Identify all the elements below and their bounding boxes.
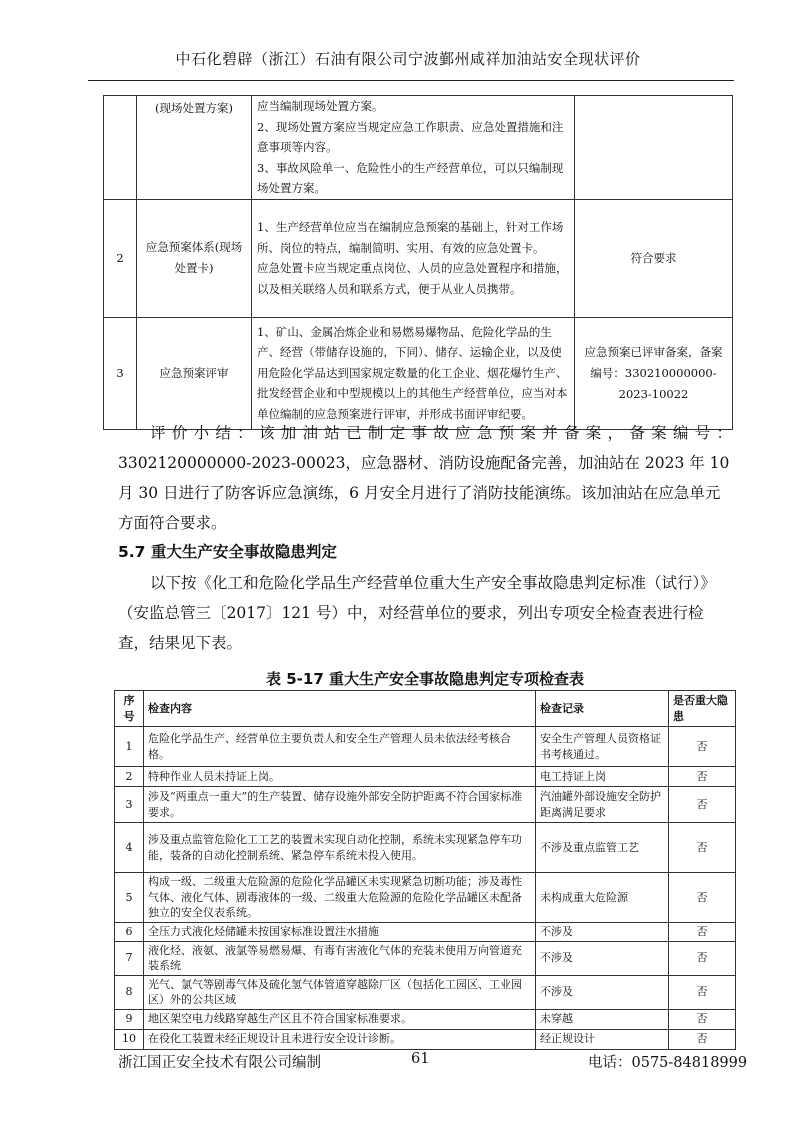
row-number: 7 — [115, 941, 144, 975]
hazard-verdict: 否 — [669, 823, 736, 873]
check-record: 未穿越 — [536, 1009, 669, 1029]
header-divider — [88, 80, 734, 81]
requirements-cell — [252, 199, 575, 317]
hazard-verdict: 否 — [669, 923, 736, 942]
check-content: 特种作业人员未持证上岗。 — [144, 767, 536, 787]
check-content: 涉及重点监管危险化工工艺的装置未实现自动化控制，系统未实现紧急停车功能，装备的自动化控制系统、紧急停车系统未投入使用。 — [144, 823, 536, 873]
table-header-row — [115, 691, 736, 727]
requirement-line: 2、现场处置方案应当规定应急工作职责、应急处置措施和注意事项等内容。 — [257, 119, 564, 154]
check-content: 液化烃、液氨、液氯等易燃易爆、有毒有害液化气体的充装未使用万向管道充装系统 — [144, 941, 536, 975]
check-content: 在役化工装置未经正规设计且未进行安全设计诊断。 — [144, 1029, 536, 1049]
row-number: 3 — [104, 317, 137, 429]
row-number: 9 — [115, 1009, 144, 1029]
check-content: 光气、氯气等剧毒气体及硫化氢气体管道穿越除厂区（包括化工园区、工业园区）外的公共区域 — [144, 975, 536, 1009]
hazard-verdict: 否 — [669, 727, 736, 767]
requirement-line: 3、事故风险单一、危险性小的生产经营单位，可以只编制现场处置方案。 — [257, 160, 564, 195]
check-record: 汽油罐外部设施安全防护距离满足要求 — [536, 787, 669, 823]
check-content: 涉及“两重点一重大”的生产装置、储存设施外部安全防护距离不符合国家标准要求。 — [144, 787, 536, 823]
row-number: 2 — [104, 199, 137, 317]
header-record: 检查记录 — [536, 691, 669, 727]
hazard-verdict: 否 — [669, 941, 736, 975]
header-no: 序号 — [115, 691, 144, 727]
footer-phone: 电话：0575-84818999 — [588, 1055, 748, 1071]
requirement-line: 1、矿山、金属冶炼企业和易燃易爆物品、危险化学品的生产、经营（带储存设施的，下同）、储存、运输企业，以及使用危险化学品达到国家规定数量的化工企业、烟花爆竹生产、批发经营企业和中型规模以上的其他生产经营单位，应当对本单位编制的应急预案进行评审，并形成书面评审纪要。 — [257, 324, 568, 421]
hazard-verdict: 否 — [669, 975, 736, 1009]
row-number: 8 — [115, 975, 144, 1009]
requirements-cell — [252, 96, 575, 200]
major-hazard-table — [114, 690, 736, 1050]
row-number: 3 — [115, 787, 144, 823]
row-number: 10 — [115, 1029, 144, 1049]
section-intro: 以下按《化工和危险化学品生产经营单位重大生产安全事故隐患判定标准（试行）》（安监总管三〔2017〕121 号）中，对经营单位的要求，列出专项安全检查表进行检查，结果见下表。 — [118, 574, 716, 652]
table-row — [115, 975, 736, 1009]
result-cell — [575, 96, 733, 200]
result-cell: 应急预案已评审备案，备案编号：330210000000-2023-10022 — [575, 317, 733, 429]
check-record: 不涉及 — [536, 975, 669, 1009]
requirement-line: 1、生产经营单位应当在编制应急预案的基础上，针对工作场所、岗位的特点，编制简明、实用、有效的应急处置卡。 — [257, 220, 564, 255]
table-row — [115, 1029, 736, 1049]
requirements-cell — [252, 317, 575, 429]
table-row — [104, 199, 733, 317]
check-item: 应急预案体系(现场处置卡) — [137, 199, 252, 317]
page-header-title: 中石化碧辟（浙江）石油有限公司宁波鄞州咸祥加油站安全现状评价 — [175, 50, 641, 68]
table-row — [115, 1009, 736, 1029]
emergency-plan-table — [103, 95, 733, 430]
check-item — [137, 96, 252, 200]
page-number: 61 — [411, 1051, 430, 1067]
row-number: 1 — [115, 727, 144, 767]
check-record: 未构成重大危险源 — [536, 873, 669, 923]
header-hazard: 是否重大隐患 — [669, 691, 736, 727]
check-content: 地区架空电力线路穿越生产区且不符合国家标准要求。 — [144, 1009, 536, 1029]
table-row — [115, 873, 736, 923]
hazard-verdict: 否 — [669, 873, 736, 923]
check-record: 经正规设计 — [536, 1029, 669, 1049]
table-row — [104, 96, 733, 200]
requirement-line: 应当编制现场处置方案。 — [257, 99, 384, 113]
check-record: 不涉及重点监管工艺 — [536, 823, 669, 873]
hazard-verdict: 否 — [669, 787, 736, 823]
row-number — [104, 96, 137, 200]
requirement-line: 应急处置卡应当规定重点岗位、人员的应急处置程序和措施，以及相关联络人员和联系方式，便于从业人员携带。 — [257, 261, 568, 296]
section-heading: 5.7 重大生产安全事故隐患判定 — [118, 543, 337, 561]
row-number: 4 — [115, 823, 144, 873]
result-cell: 符合要求 — [575, 199, 733, 317]
table-row — [115, 787, 736, 823]
check-content: 构成一级、二级重大危险源的危险化学品罐区未实现紧急切断功能；涉及毒性气体、液化气体、剧毒液体的一级、二级重大危险源的危险化学品罐区未配备独立的安全仪表系统。 — [144, 873, 536, 923]
check-item-label: (现场处置方案) — [155, 101, 233, 115]
summary-first-line: 评价小结：该加油站已制定事故应急预案并备案，备案编号： — [150, 424, 732, 442]
check-record: 安全生产管理人员资格证书考核通过。 — [536, 727, 669, 767]
table-row — [115, 923, 736, 942]
footer-company: 浙江国正安全技术有限公司编制 — [118, 1055, 321, 1071]
hazard-verdict: 否 — [669, 767, 736, 787]
check-content: 危险化学品生产、经营单位主要负责人和安全生产管理人员未依法经考核合格。 — [144, 727, 536, 767]
table-row — [115, 941, 736, 975]
table-row — [115, 767, 736, 787]
table-row — [115, 823, 736, 873]
table-row — [104, 317, 733, 429]
summary-continued: 3302120000000-2023-00023，应急器材、消防设施配备完善，加油站在 2023 年 10 月 30 日进行了防客诉应急演练，6 月安全月进行了消防技能演练。该加油站在应急单元方面符合要求。 — [118, 454, 730, 532]
hazard-verdict: 否 — [669, 1009, 736, 1029]
check-record: 电工持证上岗 — [536, 767, 669, 787]
check-record: 不涉及 — [536, 941, 669, 975]
table-caption: 表 5-17 重大生产安全事故隐患判定专项检查表 — [266, 670, 584, 688]
row-number: 6 — [115, 923, 144, 942]
row-number: 5 — [115, 873, 144, 923]
table-row — [115, 727, 736, 767]
header-content: 检查内容 — [144, 691, 536, 727]
check-content: 全压力式液化烃储罐未按国家标准设置注水措施 — [144, 923, 536, 942]
hazard-verdict: 否 — [669, 1029, 736, 1049]
check-item: 应急预案评审 — [137, 317, 252, 429]
row-number: 2 — [115, 767, 144, 787]
check-record: 不涉及 — [536, 923, 669, 942]
